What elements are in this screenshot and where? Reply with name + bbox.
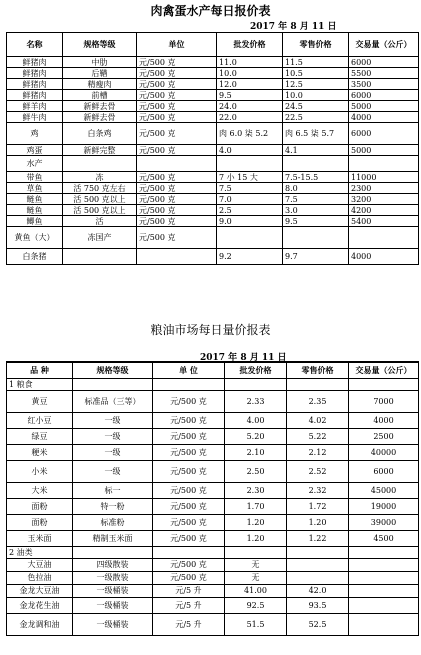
- unit-cell: 元/500 克: [137, 205, 217, 216]
- table-row: [7, 68, 419, 79]
- volume-cell: [349, 584, 419, 597]
- table-row: [7, 79, 419, 90]
- unit-cell: 元/500 克: [137, 101, 217, 112]
- wholesale-cell: 7.5: [217, 183, 283, 194]
- volume-cell: 11000: [349, 172, 419, 183]
- wholesale-cell: 41.00: [225, 584, 287, 597]
- wholesale-cell: 11.0: [217, 57, 283, 68]
- meat-table-date: 2017 年 8 月 11 日: [250, 22, 337, 32]
- name-cell: 鲢鱼: [7, 205, 63, 216]
- retail-cell: 7.5: [283, 194, 349, 205]
- retail-cell: [283, 227, 349, 249]
- retail-cell: 10.5: [283, 68, 349, 79]
- volume-cell: 4000: [349, 112, 419, 123]
- name-cell: 带鱼: [7, 172, 63, 183]
- spec-cell: 后鞧: [63, 68, 137, 79]
- volume-cell: [349, 613, 419, 635]
- table-row: [7, 123, 419, 145]
- spec-cell: [63, 249, 137, 265]
- retail-cell: 9.5: [283, 216, 349, 227]
- column-header: 零售价格: [283, 33, 349, 57]
- retail-cell: 1.20: [287, 514, 349, 530]
- table-row: [7, 498, 419, 514]
- retail-cell: 5.22: [287, 428, 349, 444]
- retail-cell: [283, 156, 349, 172]
- meat-price-table: [6, 32, 419, 265]
- volume-cell: 6000: [349, 90, 419, 101]
- spec-cell: 精制玉米面: [73, 530, 153, 546]
- column-header: 单位: [137, 33, 217, 57]
- volume-cell: [349, 227, 419, 249]
- column-header: 名称: [7, 33, 63, 57]
- name-cell: 粳米: [7, 444, 73, 460]
- volume-cell: 4000: [349, 412, 419, 428]
- spec-cell: 一级: [73, 412, 153, 428]
- name-cell: 鲜猪肉: [7, 57, 63, 68]
- wholesale-cell: 9.2: [217, 249, 283, 265]
- name-cell: 大米: [7, 482, 73, 498]
- unit-cell: 元/5 升: [153, 584, 225, 597]
- spec-cell: 四级散装: [73, 558, 153, 571]
- name-cell: 鲜猪肉: [7, 90, 63, 101]
- column-header: 零售价格: [287, 362, 349, 378]
- column-header: 交易量（公斤）: [349, 362, 419, 378]
- spec-cell: 新鲜完整: [63, 145, 137, 156]
- volume-cell: [349, 558, 419, 571]
- table-row: [7, 145, 419, 156]
- name-cell: 鲜猪肉: [7, 68, 63, 79]
- wholesale-cell: 5.20: [225, 428, 287, 444]
- wholesale-cell: 4.00: [225, 412, 287, 428]
- empty-cell: [153, 546, 225, 558]
- spec-cell: 特一粉: [73, 498, 153, 514]
- header-row: [7, 33, 419, 57]
- volume-cell: 3500: [349, 79, 419, 90]
- table-row: [7, 482, 419, 498]
- volume-cell: 5500: [349, 68, 419, 79]
- wholesale-cell: 2.30: [225, 482, 287, 498]
- retail-cell: 9.7: [283, 249, 349, 265]
- empty-cell: [287, 378, 349, 390]
- volume-cell: 19000: [349, 498, 419, 514]
- meat-table-title: 肉禽蛋水产每日报价表: [150, 4, 271, 18]
- retail-cell: 1.72: [287, 498, 349, 514]
- wholesale-cell: 7.0: [217, 194, 283, 205]
- table-row: [7, 205, 419, 216]
- column-header: 规格等级: [73, 362, 153, 378]
- spec-cell: 新鲜去骨: [63, 112, 137, 123]
- table-row: [7, 101, 419, 112]
- name-cell: 黄鱼（大）: [7, 227, 63, 249]
- grain-table-title: 粮油市场每日量价报表: [150, 323, 271, 337]
- table-row: [7, 558, 419, 571]
- column-header: 批发价格: [217, 33, 283, 57]
- table-row: [7, 597, 419, 613]
- unit-cell: 元/5 升: [153, 597, 225, 613]
- column-header: 规格等级: [63, 33, 137, 57]
- retail-cell: 10.0: [283, 90, 349, 101]
- name-cell: 色拉油: [7, 571, 73, 584]
- name-cell: 鲫鱼: [7, 216, 63, 227]
- spec-cell: 活 500 克以上: [63, 194, 137, 205]
- name-cell: 草鱼: [7, 183, 63, 194]
- volume-cell: 4500: [349, 530, 419, 546]
- unit-cell: 元/500 克: [153, 514, 225, 530]
- retail-cell: 2.12: [287, 444, 349, 460]
- table-row: [7, 390, 419, 412]
- table-row: [7, 444, 419, 460]
- name-cell: 面粉: [7, 514, 73, 530]
- wholesale-cell: 1.70: [225, 498, 287, 514]
- name-cell: 鲜羊肉: [7, 101, 63, 112]
- wholesale-cell: 10.0: [217, 68, 283, 79]
- spec-cell: 一级桶装: [73, 597, 153, 613]
- volume-cell: 39000: [349, 514, 419, 530]
- volume-cell: 4000: [349, 249, 419, 265]
- column-header: 品 种: [7, 362, 73, 378]
- table-row: [7, 57, 419, 68]
- volume-cell: 6000: [349, 123, 419, 145]
- unit-cell: 元/500 克: [153, 498, 225, 514]
- volume-cell: [349, 571, 419, 584]
- unit-cell: 元/500 克: [137, 216, 217, 227]
- spec-cell: 中肋: [63, 57, 137, 68]
- retail-cell: 2.52: [287, 460, 349, 482]
- retail-cell: 11.5: [283, 57, 349, 68]
- name-cell: 绿豆: [7, 428, 73, 444]
- volume-cell: 4200: [349, 205, 419, 216]
- spec-cell: 一级: [73, 444, 153, 460]
- name-cell: 鲜猪肉: [7, 79, 63, 90]
- wholesale-cell: 22.0: [217, 112, 283, 123]
- table-row: [7, 249, 419, 265]
- unit-cell: 元/500 克: [153, 412, 225, 428]
- wholesale-cell: 51.5: [225, 613, 287, 635]
- section-label: 2 油类: [7, 546, 73, 558]
- unit-cell: 元/5 升: [153, 613, 225, 635]
- spec-cell: 一级: [73, 460, 153, 482]
- unit-cell: 元/500 克: [153, 482, 225, 498]
- wholesale-cell: 1.20: [225, 514, 287, 530]
- unit-cell: 元/500 克: [137, 194, 217, 205]
- wholesale-cell: 92.5: [225, 597, 287, 613]
- table-row: [7, 530, 419, 546]
- volume-cell: 3200: [349, 194, 419, 205]
- wholesale-cell: [217, 156, 283, 172]
- volume-cell: 40000: [349, 444, 419, 460]
- wholesale-cell: 12.0: [217, 79, 283, 90]
- empty-cell: [73, 378, 153, 390]
- section-label: 1 粮食: [7, 378, 73, 390]
- wholesale-cell: 2.10: [225, 444, 287, 460]
- spec-cell: 一级桶装: [73, 613, 153, 635]
- volume-cell: 2300: [349, 183, 419, 194]
- spec-cell: 新鲜去骨: [63, 101, 137, 112]
- name-cell: 鲜牛肉: [7, 112, 63, 123]
- table-row: [7, 194, 419, 205]
- table-row: [7, 183, 419, 194]
- spec-cell: 前槽: [63, 90, 137, 101]
- name-cell: 红小豆: [7, 412, 73, 428]
- wholesale-cell: 无: [225, 571, 287, 584]
- unit-cell: 元/500 克: [137, 112, 217, 123]
- empty-cell: [225, 378, 287, 390]
- volume-cell: [349, 156, 419, 172]
- spec-cell: 活 750 克左右: [63, 183, 137, 194]
- table-row: [7, 514, 419, 530]
- volume-cell: 45000: [349, 482, 419, 498]
- unit-cell: 元/500 克: [137, 79, 217, 90]
- volume-cell: 2500: [349, 428, 419, 444]
- retail-cell: 52.5: [287, 613, 349, 635]
- unit-cell: 元/500 克: [153, 558, 225, 571]
- volume-cell: 5000: [349, 145, 419, 156]
- retail-cell: [287, 571, 349, 584]
- table-row: [7, 584, 419, 597]
- retail-cell: 1.22: [287, 530, 349, 546]
- retail-cell: 42.0: [287, 584, 349, 597]
- wholesale-cell: 1.20: [225, 530, 287, 546]
- column-header: 交易量（公斤）: [349, 33, 419, 57]
- name-cell: 黄豆: [7, 390, 73, 412]
- wholesale-cell: 2.5: [217, 205, 283, 216]
- volume-cell: 6000: [349, 57, 419, 68]
- retail-cell: 8.0: [283, 183, 349, 194]
- empty-cell: [349, 378, 419, 390]
- unit-cell: 元/500 克: [153, 390, 225, 412]
- volume-cell: 5400: [349, 216, 419, 227]
- retail-cell: 22.5: [283, 112, 349, 123]
- spec-cell: 一级: [73, 428, 153, 444]
- table-row: [7, 216, 419, 227]
- grain-price-table: [6, 361, 419, 636]
- wholesale-cell: 2.50: [225, 460, 287, 482]
- wholesale-cell: 24.0: [217, 101, 283, 112]
- name-cell: 鸡蛋: [7, 145, 63, 156]
- spec-cell: 冻: [63, 172, 137, 183]
- unit-cell: 元/500 克: [137, 183, 217, 194]
- column-header: 批发价格: [225, 362, 287, 378]
- retail-cell: 7.5-15.5: [283, 172, 349, 183]
- name-cell: 鸡: [7, 123, 63, 145]
- retail-cell: 24.5: [283, 101, 349, 112]
- wholesale-cell: 7 小 15 大: [217, 172, 283, 183]
- retail-cell: 93.5: [287, 597, 349, 613]
- wholesale-cell: [217, 227, 283, 249]
- unit-cell: 元/500 克: [153, 444, 225, 460]
- spec-cell: 白条鸡: [63, 123, 137, 145]
- retail-cell: 12.5: [283, 79, 349, 90]
- retail-cell: 4.02: [287, 412, 349, 428]
- table-row: [7, 613, 419, 635]
- unit-cell: 元/500 克: [137, 90, 217, 101]
- empty-cell: [73, 546, 153, 558]
- spec-cell: 精瘦肉: [63, 79, 137, 90]
- empty-cell: [153, 378, 225, 390]
- name-cell: 面粉: [7, 498, 73, 514]
- name-cell: 鲢鱼: [7, 194, 63, 205]
- volume-cell: 6000: [349, 460, 419, 482]
- unit-cell: 元/500 克: [137, 145, 217, 156]
- table-row: [7, 412, 419, 428]
- name-cell: 白条猪: [7, 249, 63, 265]
- spec-cell: 活: [63, 216, 137, 227]
- retail-cell: [287, 558, 349, 571]
- spec-cell: 一级桶装: [73, 584, 153, 597]
- wholesale-cell: 无: [225, 558, 287, 571]
- wholesale-cell: 4.0: [217, 145, 283, 156]
- spec-cell: 活 500 克以上: [63, 205, 137, 216]
- spec-cell: 冻国产: [63, 227, 137, 249]
- unit-cell: [137, 249, 217, 265]
- name-cell: 水产: [7, 156, 63, 172]
- name-cell: 金龙调和油: [7, 613, 73, 635]
- section-row: [7, 378, 419, 390]
- spec-cell: 一级散装: [73, 571, 153, 584]
- volume-cell: [349, 597, 419, 613]
- unit-cell: 元/500 克: [137, 68, 217, 79]
- name-cell: 小米: [7, 460, 73, 482]
- unit-cell: 元/500 克: [153, 571, 225, 584]
- empty-cell: [287, 546, 349, 558]
- section-row: [7, 546, 419, 558]
- column-header: 单 位: [153, 362, 225, 378]
- wholesale-cell: 9.0: [217, 216, 283, 227]
- grain-table-date: 2017 年 8 月 11 日: [200, 353, 287, 363]
- table-row: [7, 227, 419, 249]
- name-cell: 大豆油: [7, 558, 73, 571]
- table-row: [7, 172, 419, 183]
- table-row: [7, 112, 419, 123]
- wholesale-cell: 9.5: [217, 90, 283, 101]
- retail-cell: 肉 6.5 柒 5.7: [283, 123, 349, 145]
- unit-cell: 元/500 克: [153, 460, 225, 482]
- spec-cell: 标准品（三等）: [73, 390, 153, 412]
- unit-cell: 元/500 克: [153, 428, 225, 444]
- wholesale-cell: 2.33: [225, 390, 287, 412]
- unit-cell: [137, 156, 217, 172]
- empty-cell: [349, 546, 419, 558]
- wholesale-cell: 肉 6.0 柒 5.2: [217, 123, 283, 145]
- unit-cell: 元/500 克: [137, 123, 217, 145]
- table-row: [7, 460, 419, 482]
- table-row: [7, 571, 419, 584]
- retail-cell: 4.1: [283, 145, 349, 156]
- unit-cell: 元/500 克: [137, 57, 217, 68]
- spec-cell: 标准粉: [73, 514, 153, 530]
- name-cell: 金龙大豆油: [7, 584, 73, 597]
- retail-cell: 3.0: [283, 205, 349, 216]
- unit-cell: 元/500 克: [137, 172, 217, 183]
- name-cell: 玉米面: [7, 530, 73, 546]
- table-row: [7, 428, 419, 444]
- table-row: [7, 156, 419, 172]
- unit-cell: 元/500 克: [137, 227, 217, 249]
- table-row: [7, 90, 419, 101]
- unit-cell: 元/500 克: [153, 530, 225, 546]
- header-row: [7, 362, 419, 378]
- empty-cell: [225, 546, 287, 558]
- spec-cell: [63, 156, 137, 172]
- retail-cell: 2.32: [287, 482, 349, 498]
- volume-cell: 5000: [349, 101, 419, 112]
- volume-cell: 7000: [349, 390, 419, 412]
- name-cell: 金龙花生油: [7, 597, 73, 613]
- spec-cell: 标一: [73, 482, 153, 498]
- retail-cell: 2.35: [287, 390, 349, 412]
